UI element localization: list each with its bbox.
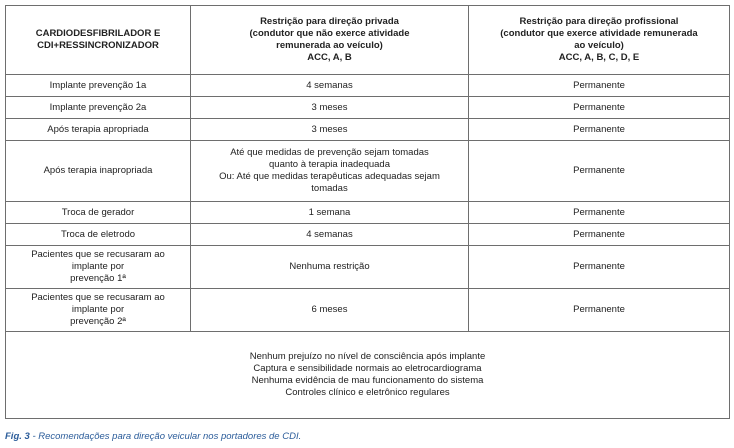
table-row: [6, 75, 730, 97]
requirement-text: Nenhuma evidência de mau funcionamento do sistema: [251, 375, 484, 386]
header-device: [6, 6, 191, 75]
professional-restriction-cell: [469, 119, 730, 141]
professional-restriction-text: Permanente: [573, 304, 625, 315]
private-restriction-cell: [191, 75, 469, 97]
private-restriction-text: 1 semana: [308, 206, 351, 218]
condition-cell: [6, 75, 191, 97]
condition-cell: [6, 289, 191, 332]
table-header-row: [6, 6, 730, 75]
table-footer-row: [6, 332, 730, 419]
table-row: [6, 246, 730, 289]
private-restriction-text: tomadas: [311, 183, 348, 194]
condition-cell: [6, 141, 191, 202]
caption-text: - Recomendações para direção veicular nos portadores de CDI.: [29, 431, 302, 442]
condition-text: Implante prevenção 2a: [49, 101, 147, 113]
condition-text: Após terapia inapropriada: [43, 165, 153, 176]
condition-text: Pacientes que se recusaram ao implante por: [31, 292, 165, 315]
table-row: [6, 202, 730, 224]
table-row: [6, 141, 730, 202]
header-professional-driving: [469, 6, 730, 75]
private-restriction-cell: [191, 224, 469, 246]
condition-cell: [6, 119, 191, 141]
condition-text: Após terapia apropriada: [47, 123, 149, 135]
header-private-driving: [191, 6, 469, 75]
professional-restriction-cell: [469, 289, 730, 332]
professional-restriction-text: Permanente: [573, 228, 625, 240]
professional-restriction-cell: [469, 246, 730, 289]
header-private-line: (condutor que não exerce atividade: [249, 28, 410, 39]
condition-cell: [6, 97, 191, 119]
table-row: [6, 289, 730, 332]
condition-cell: [6, 224, 191, 246]
general-requirements-cell: [6, 332, 730, 419]
header-device-line: CDI+RESSINCRONIZADOR: [37, 40, 159, 51]
private-restriction-text: 3 meses: [311, 101, 348, 113]
professional-restriction-cell: [469, 75, 730, 97]
private-restriction-text: Nenhuma restrição: [289, 261, 370, 272]
requirement-text: Nenhum prejuízo no nível de consciência após implante: [249, 351, 486, 362]
private-restriction-cell: [191, 246, 469, 289]
private-restriction-cell: [191, 141, 469, 202]
condition-cell: [6, 202, 191, 224]
private-restriction-text: Ou: Até que medidas terapêuticas adequadas sejam: [219, 171, 440, 182]
condition-text: Implante prevenção 1a: [49, 79, 147, 91]
private-restriction-text: 6 meses: [311, 304, 348, 315]
table-row: [6, 224, 730, 246]
requirement-text: Controles clínico e eletrônico regulares: [285, 387, 450, 398]
professional-restriction-text: Permanente: [573, 206, 625, 218]
condition-text: prevenção 1ª: [70, 273, 126, 284]
header-private-line: remunerada ao veículo): [276, 40, 383, 51]
header-professional-line: (condutor que exerce atividade remunerada: [500, 28, 698, 39]
header-private-line: ACC, A, B: [307, 52, 352, 63]
header-device-line: CARDIODESFIBRILADOR E: [35, 28, 161, 39]
figure-caption: [5, 431, 301, 442]
private-restriction-text: 4 semanas: [306, 228, 353, 240]
professional-restriction-text: Permanente: [573, 261, 625, 272]
figure-label: Fig. 3: [5, 431, 30, 442]
driving-restrictions-table: [5, 5, 730, 419]
professional-restriction-cell: [469, 202, 730, 224]
requirement-text: Captura e sensibilidade normais ao eletrocardiograma: [253, 363, 482, 374]
condition-text: Troca de eletrodo: [60, 228, 136, 240]
professional-restriction-text: Permanente: [573, 165, 625, 176]
private-restriction-cell: [191, 119, 469, 141]
private-restriction-cell: [191, 289, 469, 332]
table-row: [6, 97, 730, 119]
private-restriction-text: Até que medidas de prevenção sejam tomadas: [230, 147, 429, 158]
private-restriction-text: 4 semanas: [306, 79, 353, 91]
header-professional-line: ACC, A, B, C, D, E: [558, 52, 640, 63]
header-private-line: Restrição para direção privada: [260, 16, 399, 27]
private-restriction-text: 3 meses: [311, 123, 348, 135]
professional-restriction-cell: [469, 141, 730, 202]
condition-text: prevenção 2ª: [70, 316, 126, 327]
private-restriction-text: quanto à terapia inadequada: [269, 159, 390, 170]
private-restriction-cell: [191, 97, 469, 119]
private-restriction-cell: [191, 202, 469, 224]
professional-restriction-text: Permanente: [573, 123, 625, 135]
header-professional-line: ao veículo): [574, 40, 624, 51]
professional-restriction-text: Permanente: [573, 101, 625, 113]
condition-text: Troca de gerador: [61, 206, 135, 218]
condition-cell: [6, 246, 191, 289]
table-row: [6, 119, 730, 141]
condition-text: Pacientes que se recusaram ao implante por: [31, 249, 165, 272]
professional-restriction-cell: [469, 97, 730, 119]
header-professional-line: Restrição para direção profissional: [519, 16, 679, 27]
professional-restriction-cell: [469, 224, 730, 246]
professional-restriction-text: Permanente: [573, 79, 625, 91]
